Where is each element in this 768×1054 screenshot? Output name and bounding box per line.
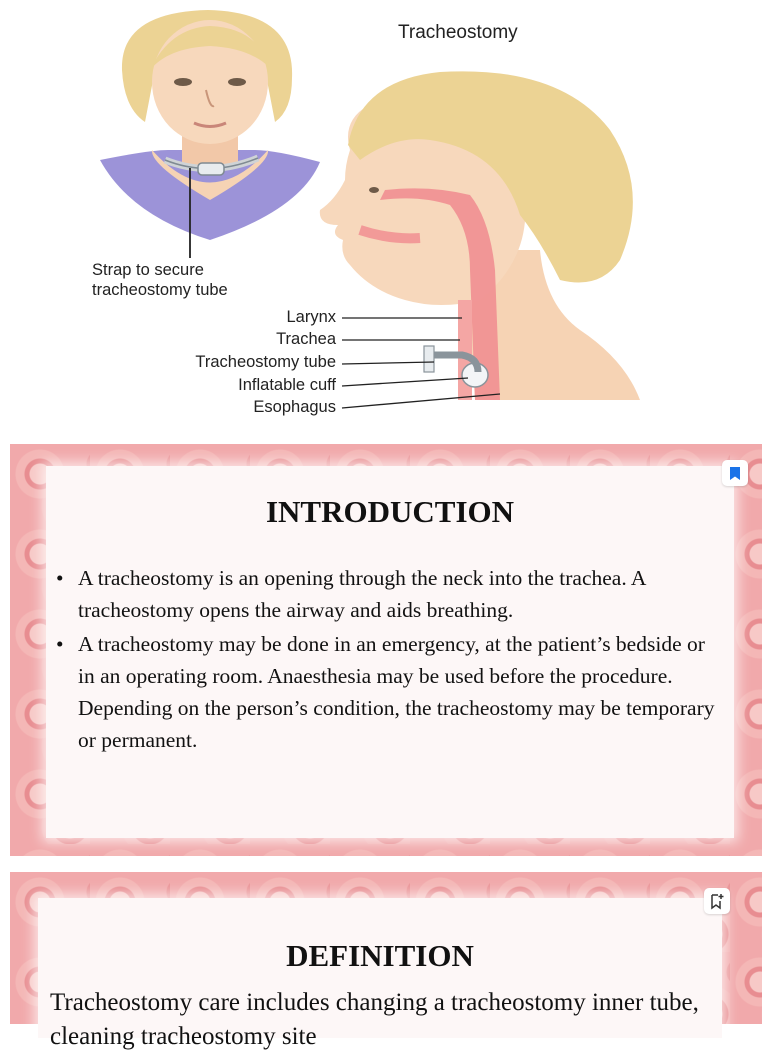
slide-title: INTRODUCTION — [265, 494, 515, 529]
bookmark-button[interactable] — [722, 460, 748, 486]
list-item — [56, 562, 716, 626]
side-view-figure — [320, 71, 640, 400]
tracheostomy-diagram — [0, 0, 768, 440]
strap-label-line2: tracheostomy tube — [92, 281, 228, 299]
definition-text: Tracheostomy care includes changing a tracheostomy inner tube, cleaning tracheostomy site — [50, 989, 699, 1050]
tracheostomy-illustration — [0, 0, 768, 440]
bullet-marker: • — [56, 632, 64, 656]
introduction-slide — [10, 444, 762, 856]
slide-title: DEFINITION — [286, 938, 474, 973]
bullet-marker: • — [56, 566, 64, 590]
bullet-text: A tracheostomy may be done in an emergency, at the patient’s bedside or in an operating room. Anaesthesia may be used before the procedure. Depending on the person’s condition, the tracheostomy may be temporary or permanent. — [78, 632, 715, 752]
bullet-list — [56, 562, 716, 758]
illustration-title: Tracheostomy — [398, 22, 518, 43]
label-larynx: Larynx — [286, 308, 336, 326]
bookmark-add-icon — [710, 893, 724, 909]
definition-slide — [10, 872, 762, 1050]
bookmark-button[interactable] — [704, 888, 730, 914]
strap-label — [92, 260, 228, 300]
strap-label-line1: Strap to secure — [92, 261, 204, 279]
label-inflatable-cuff: Inflatable cuff — [238, 376, 336, 394]
label-trachea: Trachea — [276, 330, 336, 348]
front-view-figure — [100, 10, 320, 258]
bullet-text: A tracheostomy is an opening through the neck into the trachea. A tracheostomy opens the airway and aids breathing. — [78, 566, 646, 622]
bookmark-filled-icon — [729, 466, 741, 481]
slide-panel — [38, 898, 722, 1050]
label-tracheostomy-tube: Tracheostomy tube — [195, 353, 336, 371]
label-esophagus: Esophagus — [253, 398, 336, 416]
slide-panel — [46, 466, 734, 838]
list-item — [56, 628, 716, 756]
